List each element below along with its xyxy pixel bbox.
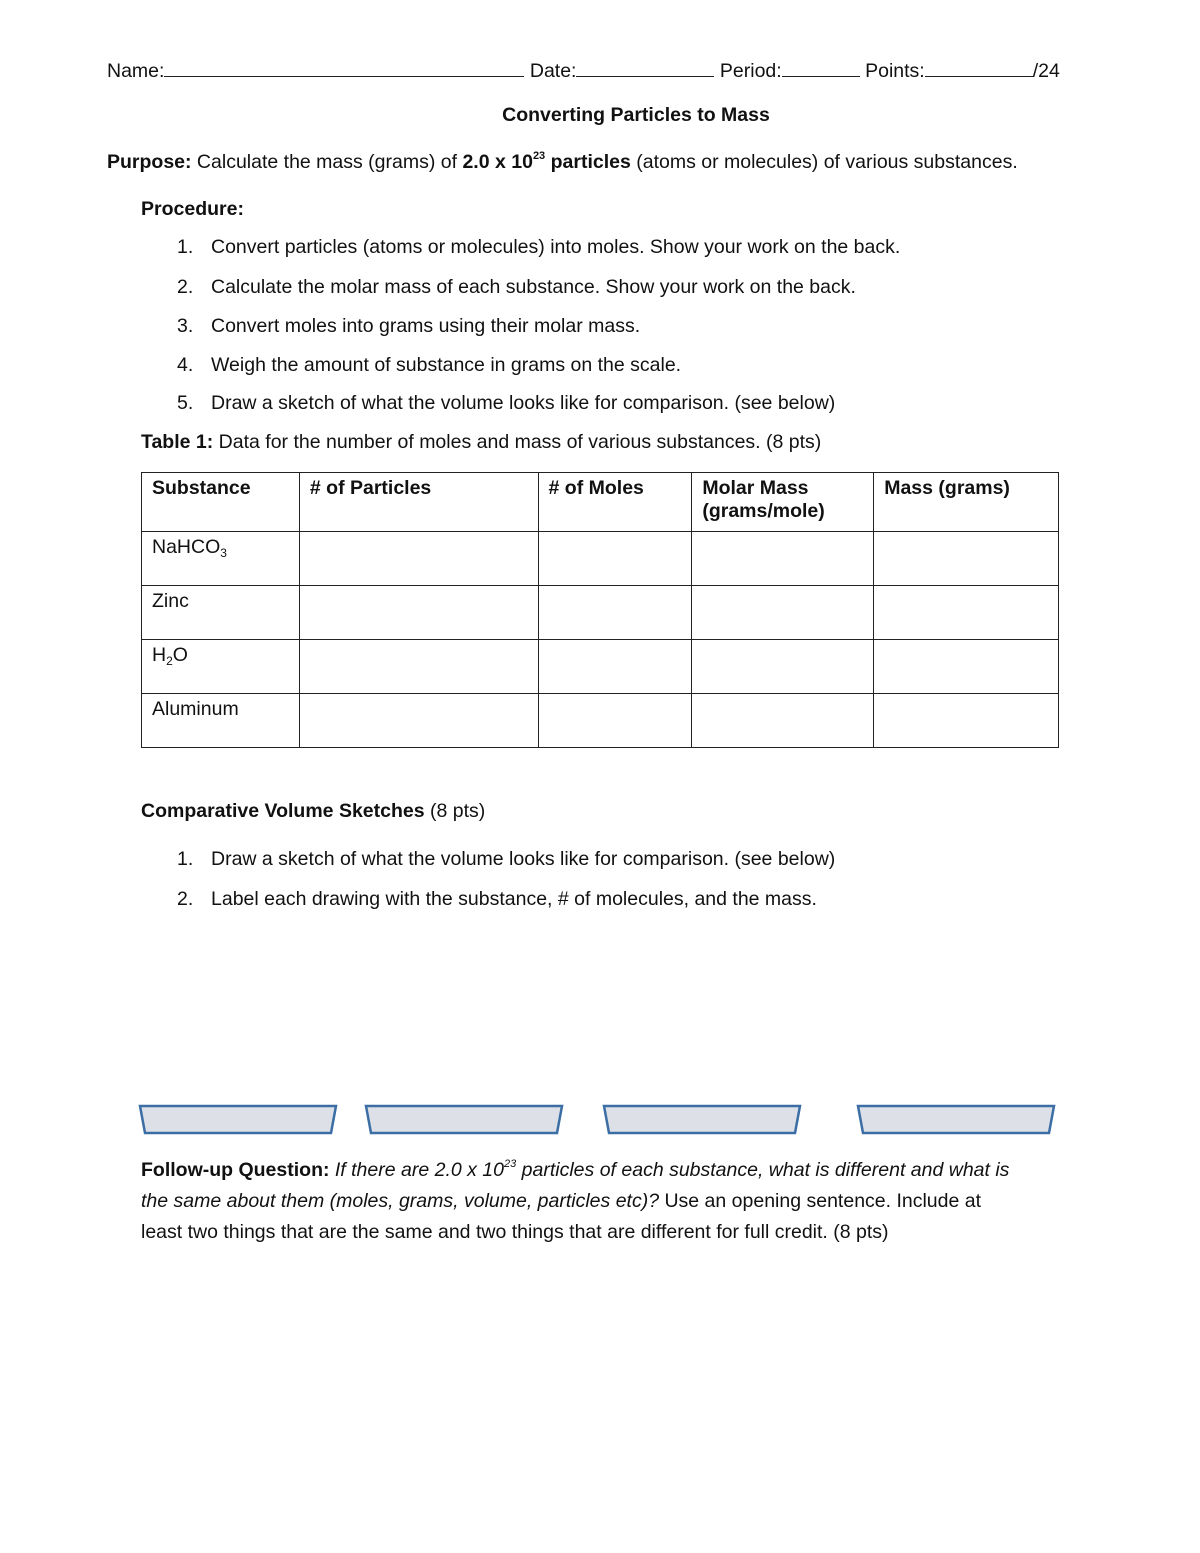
procedure-step: 3. Convert moles into grams using their molar mass.	[177, 315, 641, 337]
weighing-tray-icon	[856, 1104, 1056, 1136]
molar-mass-cell[interactable]	[692, 532, 874, 586]
points-field[interactable]	[925, 58, 1033, 77]
table-row	[142, 586, 1059, 640]
moles-cell[interactable]	[538, 532, 692, 586]
particles-cell[interactable]	[299, 532, 538, 586]
mass-cell[interactable]	[874, 694, 1059, 748]
table-header-row	[142, 473, 1059, 532]
particles-cell[interactable]	[299, 640, 538, 694]
purpose-text-before: Calculate the mass (grams) of	[191, 151, 463, 173]
moles-cell[interactable]	[538, 694, 692, 748]
particles-cell[interactable]	[299, 586, 538, 640]
molar-mass-cell[interactable]	[692, 586, 874, 640]
data-table	[141, 472, 1059, 748]
purpose-label: Purpose:	[107, 151, 192, 173]
followup-line-2: the same about them (moles, grams, volume, particles etc)? Use an opening sentence. Include at	[141, 1190, 982, 1212]
mass-cell[interactable]	[874, 640, 1059, 694]
weighing-tray-icon	[138, 1104, 338, 1136]
molar-mass-cell[interactable]	[692, 694, 874, 748]
column-header: # of Moles	[538, 473, 692, 532]
followup-label: Follow-up Question:	[141, 1159, 330, 1181]
substance-cell: $H_2O$	[142, 640, 300, 694]
procedure-step: 2. Calculate the molar mass of each substance. Show your work on the back.	[177, 276, 856, 298]
weighing-tray-icon	[602, 1104, 802, 1136]
points-label: Points:	[865, 60, 925, 82]
purpose-text-after: (atoms or molecules) of various substances.	[630, 151, 1018, 173]
table-row	[142, 640, 1059, 694]
moles-cell[interactable]	[538, 586, 692, 640]
weighing-tray-icon	[364, 1104, 564, 1136]
followup-line-1: Follow-up Question: If there are 2.0 x $10^{23}$ particles of each substance, what is different and what is	[141, 1158, 1010, 1181]
table-row	[142, 532, 1059, 586]
column-header: Molar Mass (grams/mole)	[692, 473, 874, 532]
date-field[interactable]	[576, 58, 714, 77]
mass-cell[interactable]	[874, 586, 1059, 640]
date-label: Date:	[529, 60, 577, 82]
table-caption: Table 1: Data for the number of moles and mass of various substances. (8 pts)	[141, 431, 822, 453]
procedure-step: 5. Draw a sketch of what the volume looks like for comparison. (see below)	[177, 392, 836, 414]
procedure-heading: Procedure:	[141, 198, 244, 220]
period-label: Period:	[719, 60, 782, 82]
name-field[interactable]	[164, 58, 524, 77]
period-field[interactable]	[782, 58, 860, 77]
substance-cell: NaHCO$_3$	[142, 532, 300, 586]
sketches-heading: Comparative Volume Sketches (8 pts)	[141, 800, 486, 822]
column-header: # of Particles	[299, 473, 538, 532]
purpose-line	[107, 151, 1018, 174]
substance-cell: Zinc	[142, 586, 300, 640]
column-header: Substance	[142, 473, 300, 532]
moles-cell[interactable]	[538, 640, 692, 694]
column-header: Mass (grams)	[874, 473, 1059, 532]
table-row	[142, 694, 1059, 748]
name-label: Name:	[107, 60, 165, 82]
procedure-step: 4. Weigh the amount of substance in grams on the scale.	[177, 354, 682, 376]
points-total: /24	[1032, 60, 1060, 82]
purpose-quantity: 2.0 x $10^{23}$ particles	[462, 150, 631, 173]
substance-cell: Aluminum	[142, 694, 300, 748]
procedure-step: 1. Convert particles (atoms or molecules) into moles. Show your work on the back.	[177, 236, 901, 258]
header-line	[107, 58, 1060, 83]
molar-mass-cell[interactable]	[692, 640, 874, 694]
page-title: Converting Particles to Mass	[502, 104, 770, 126]
sketch-step: 2. Label each drawing with the substance, # of molecules, and the mass.	[177, 888, 817, 910]
followup-line-3: least two things that are the same and two things that are different for full credit. (8 pts)	[141, 1221, 889, 1243]
particles-cell[interactable]	[299, 694, 538, 748]
mass-cell[interactable]	[874, 532, 1059, 586]
sketch-step: 1. Draw a sketch of what the volume looks like for comparison. (see below)	[177, 848, 836, 870]
